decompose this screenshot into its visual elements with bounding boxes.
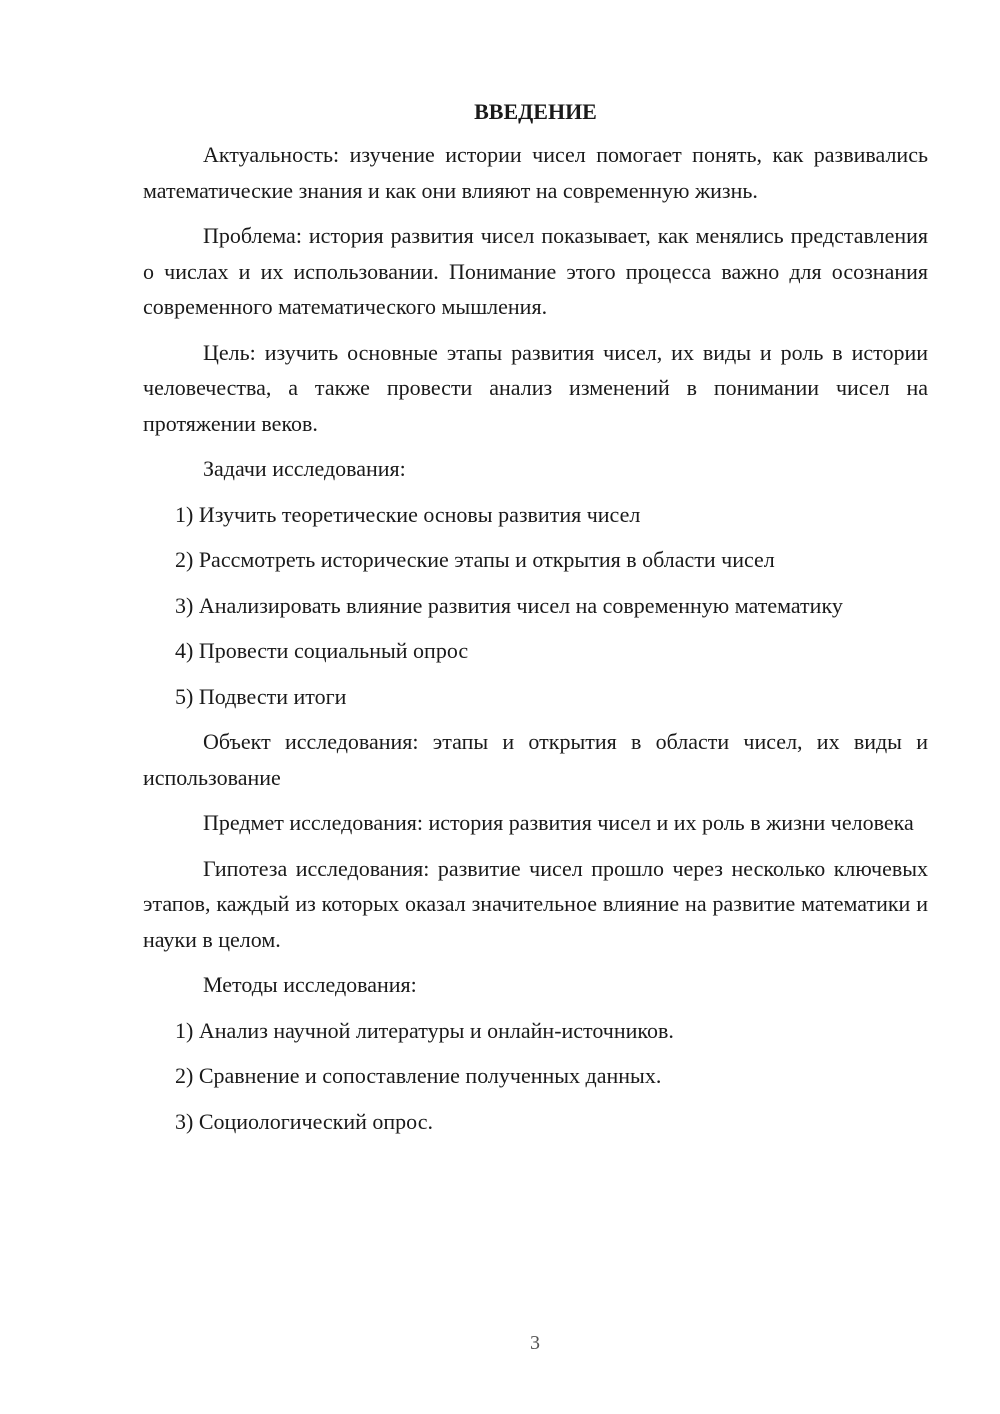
page-content bbox=[143, 97, 928, 1149]
method-item-1: 1) Анализ научной литературы и онлайн-источников. bbox=[175, 1017, 674, 1043]
methods-heading: Методы исследования: bbox=[203, 972, 417, 997]
method-item-2: 2) Сравнение и сопоставление полученных данных. bbox=[175, 1063, 662, 1088]
hypothesis-paragraph: Гипотеза исследования: развитие чисел прошло через несколько ключевых этапов, каждый из которых оказал значительное влияние на развитие математики и науки в целом. bbox=[143, 855, 928, 952]
page-number: 3 bbox=[530, 1332, 540, 1354]
task-item-4: 4) Провести социальный опрос bbox=[175, 638, 469, 663]
relevance-paragraph: Актуальность: изучение истории чисел помогает понять, как развивались математические знания и как они влияют на современную жизнь. bbox=[143, 142, 928, 203]
task-item-1: 1) Изучить теоретические основы развития чисел bbox=[175, 501, 641, 527]
method-item-3: 3) Социологический опрос. bbox=[175, 1108, 433, 1134]
tasks-heading: Задачи исследования: bbox=[203, 456, 406, 481]
problem-paragraph: Проблема: история развития чисел показывает, как менялись представления о числах и их использовании. Понимание этого процесса важно для осознания современного математического мышления. bbox=[143, 223, 928, 319]
task-item-3: 3) Анализировать влияние развития чисел на современную математику bbox=[175, 592, 843, 618]
section-title: ВВЕДЕНИЕ bbox=[474, 99, 597, 124]
task-item-2: 2) Рассмотреть исторические этапы и открытия в области чисел bbox=[175, 547, 775, 572]
subject-paragraph: Предмет исследования: история развития чисел и их роль в жизни человека bbox=[203, 810, 914, 835]
goal-paragraph: Цель: изучить основные этапы развития чисел, их виды и роль в истории человечества, а также провести анализ изменений в понимании чисел на протяжении веков. bbox=[143, 339, 928, 436]
object-paragraph: Объект исследования: этапы и открытия в области чисел, их виды и использование bbox=[143, 729, 928, 790]
task-item-5: 5) Подвести итоги bbox=[175, 683, 347, 709]
